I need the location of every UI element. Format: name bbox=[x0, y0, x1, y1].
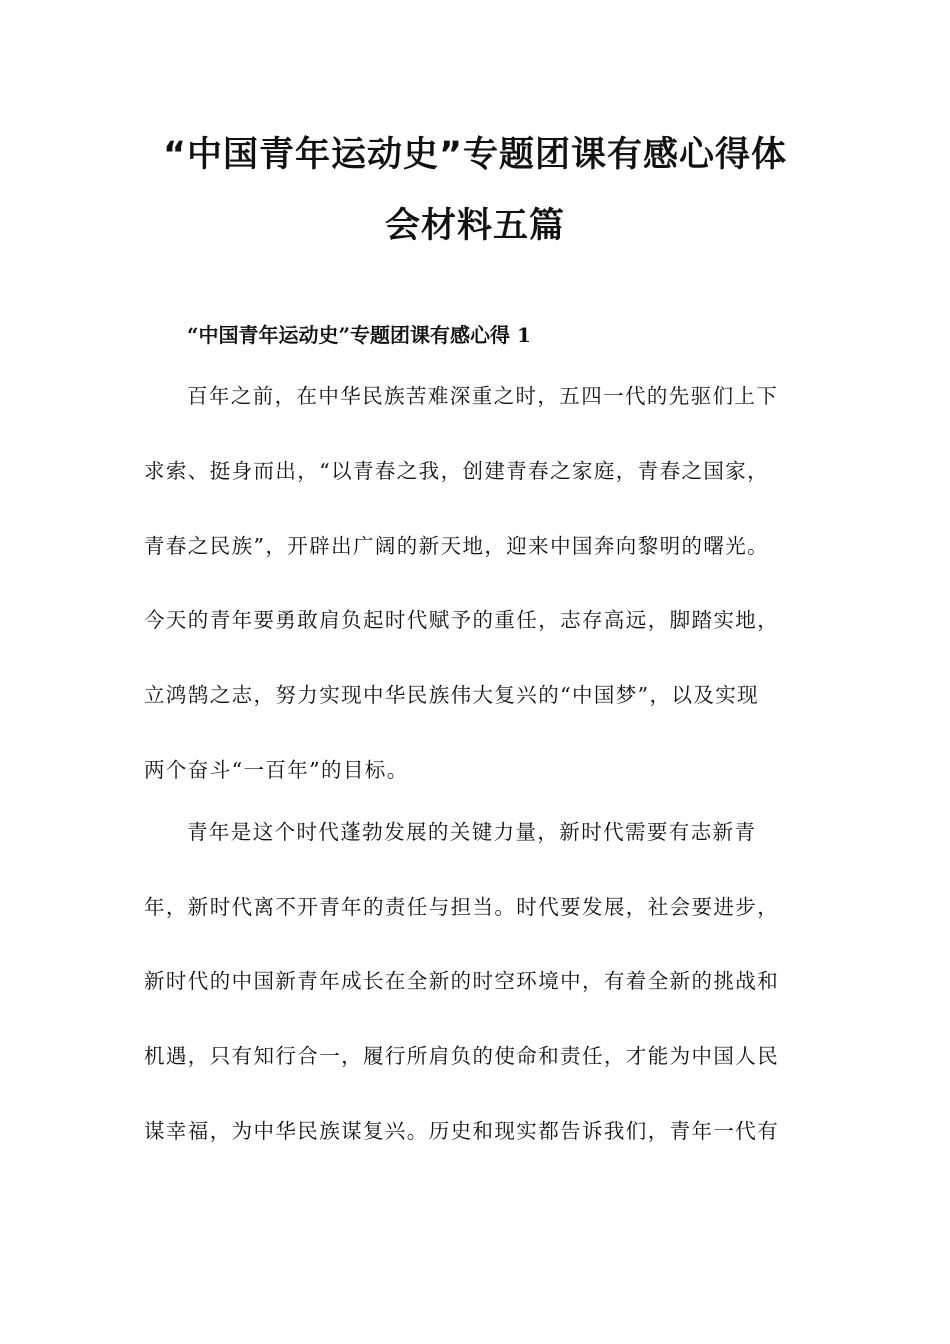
paragraph-1-line-2: 求索、挺身而出，“以青春之我，创建青春之家庭，青春之国家， bbox=[144, 459, 770, 483]
paragraph-1-line-4: 今天的青年要勇敢肩负起时代赋予的重任，志存高远，脚踏实地， bbox=[144, 608, 780, 632]
document-title-line-1: “中国青年运动史”专题团课有感心得体 bbox=[162, 135, 787, 175]
paragraph-2-line-1: 青年是这个时代蓬勃发展的关键力量，新时代需要有志新青 bbox=[187, 820, 757, 844]
paragraph-2-line-2: 年，新时代离不开青年的责任与担当。时代要发展，社会要进步， bbox=[144, 895, 780, 919]
paragraph-2-line-4: 机遇，只有知行合一，履行所肩负的使命和责任，才能为中国人民 bbox=[144, 1044, 780, 1068]
document-title-line-2: 会材料五篇 bbox=[384, 206, 565, 246]
section-heading: “中国青年运动史”专题团课有感心得 1 bbox=[187, 323, 531, 347]
paragraph-1-line-1: 百年之前，在中华民族苦难深重之时，五四一代的先驱们上下 bbox=[187, 384, 779, 408]
paragraph-1-line-3: 青春之民族”，开辟出广阔的新天地，迎来中国奔向黎明的曙光。 bbox=[144, 534, 770, 558]
paragraph-2-line-3: 新时代的中国新青年成长在全新的时空环境中，有着全新的挑战和 bbox=[144, 969, 780, 993]
paragraph-2-line-5: 谋幸福，为中华民族谋复兴。历史和现实都告诉我们，青年一代有 bbox=[144, 1119, 780, 1143]
paragraph-1-line-6: 两个奋斗“一百年”的目标。 bbox=[144, 758, 409, 782]
paragraph-1-line-5: 立鸿鹄之志，努力实现中华民族伟大复兴的“中国梦”，以及实现 bbox=[144, 683, 760, 707]
